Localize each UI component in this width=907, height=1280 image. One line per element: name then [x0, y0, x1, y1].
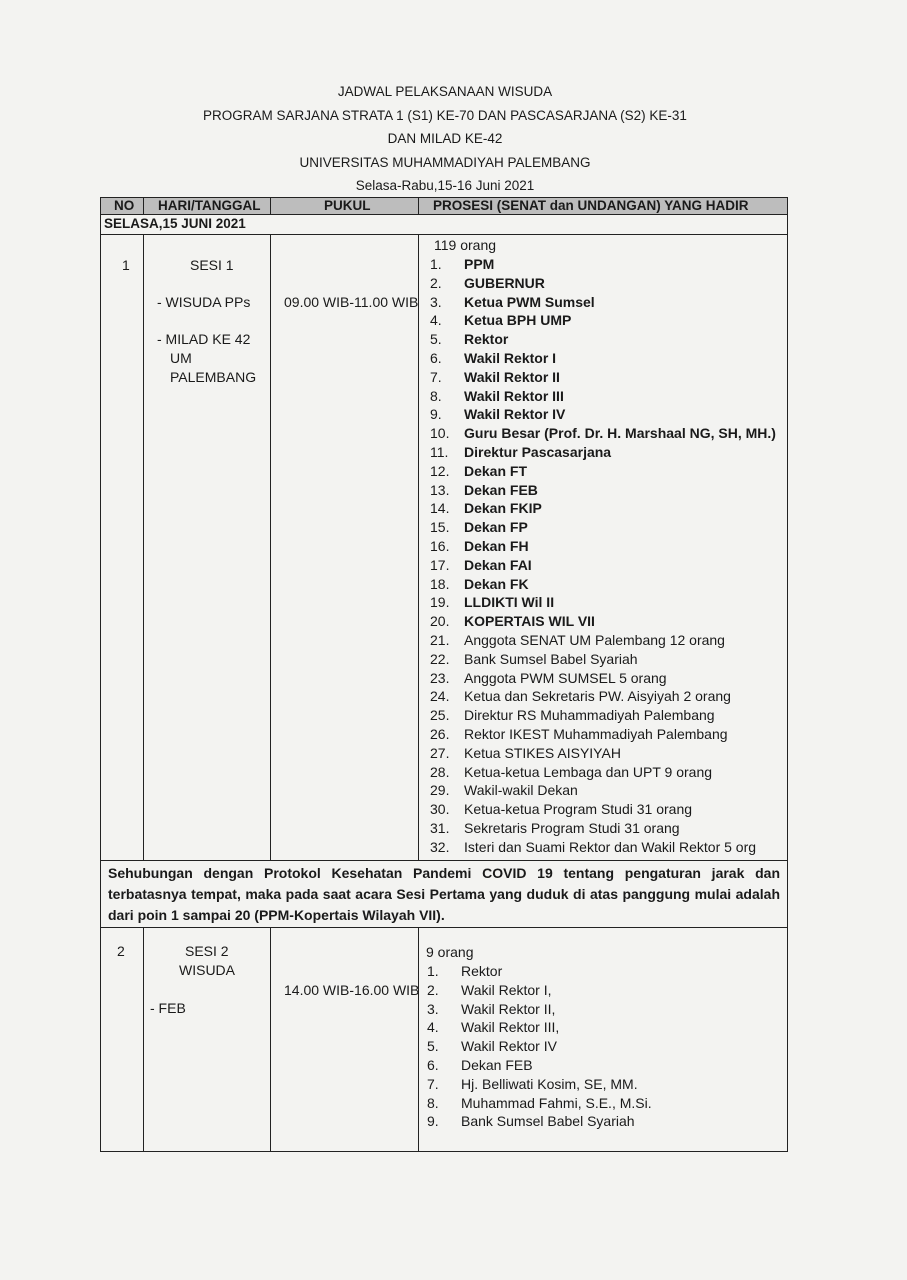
attendee-name: Rektor	[464, 331, 509, 348]
day-label: SELASA,15 JUNI 2021	[104, 216, 246, 231]
attendee-number: 28.	[430, 763, 450, 780]
attendee-number: 3.	[427, 1000, 439, 1017]
table-border	[100, 197, 101, 1152]
attendee-name: Direktur RS Muhammadiyah Palembang	[464, 707, 715, 724]
column-header-no: NO	[114, 198, 135, 213]
column-header-time: PUKUL	[324, 198, 371, 213]
table-border	[100, 197, 788, 198]
session-2-count: 9 orang	[426, 944, 474, 960]
attendee-name: PPM	[464, 256, 495, 272]
attendee-number: 1.	[427, 963, 439, 979]
attendee-number: 17.	[430, 556, 450, 573]
header-title: JADWAL PELAKSANAAN WISUDA	[337, 84, 553, 99]
table-border	[270, 197, 271, 214]
session-2-subtitle: WISUDA	[179, 962, 235, 978]
attendee-name: Direktur Pascasarjana	[464, 444, 612, 460]
attendee-number: 9.	[427, 1113, 439, 1130]
attendee-number: 31.	[430, 820, 450, 836]
attendee-number: 23.	[430, 669, 450, 686]
attendee-name: Muhammad Fahmi, S.E., M.Si.	[461, 1094, 652, 1111]
attendee-number: 10.	[430, 425, 450, 442]
session-1-count: 119 orang	[434, 237, 497, 253]
attendee-number: 12.	[430, 462, 450, 479]
header-milad: DAN MILAD KE-42	[387, 131, 503, 146]
attendee-name: Dekan FEB	[464, 481, 538, 498]
attendee-name: Wakil Rektor III	[464, 387, 564, 404]
attendee-number: 2.	[430, 274, 442, 291]
table-border	[418, 197, 419, 214]
attendee-number: 7.	[430, 368, 442, 385]
attendee-number: 6.	[430, 350, 442, 366]
attendee-name: Anggota PWM SUMSEL 5 orang	[464, 669, 667, 686]
attendee-name: Guru Besar (Prof. Dr. H. Marshaal NG, SH, MH.)	[464, 425, 776, 442]
attendee-name: KOPERTAIS WIL VII	[464, 613, 595, 630]
attendee-name: Wakil Rektor IV	[461, 1038, 557, 1055]
attendee-name: LLDIKTI Wil II	[464, 594, 555, 611]
table-border	[100, 927, 788, 928]
table-border	[418, 927, 419, 1151]
covid-protocol-note: Sehubungan dengan Protokol Kesehatan Pandemi COVID 19 tentang pengaturan jarak dan terbatasnya tempat, maka pada saat acara Sesi Pertama yang duduk di atas panggung mulai adalah dari poin 1 sampai 20 (PPM-Kopertais Wilayah VII).	[108, 865, 780, 923]
attendee-name: Rektor IKEST Muhammadiyah Palembang	[464, 726, 728, 742]
attendee-name: Ketua PWM Sumsel	[464, 293, 595, 310]
session-1-number: 1	[122, 257, 130, 273]
session-1-time: 09.00 WIB-11.00 WIB	[284, 294, 419, 310]
attendee-name: Dekan FEB	[461, 1057, 533, 1073]
attendee-number: 30.	[430, 801, 450, 818]
session-2-item: - FEB	[150, 1000, 186, 1016]
attendee-number: 15.	[430, 519, 450, 536]
session-1-item: - WISUDA PPs	[157, 294, 251, 310]
attendee-number: 4.	[427, 1019, 439, 1036]
attendee-name: Bank Sumsel Babel Syariah	[464, 650, 638, 667]
table-border	[100, 214, 788, 215]
attendee-number: 19.	[430, 594, 450, 611]
attendee-number: 32.	[430, 838, 450, 855]
attendee-name: Dekan FK	[464, 575, 529, 592]
attendee-name: Wakil-wakil Dekan	[464, 782, 578, 799]
header-university: UNIVERSITAS MUHAMMADIYAH PALEMBANG	[299, 154, 591, 170]
attendee-number: 24.	[430, 688, 450, 705]
attendee-number: 8.	[427, 1094, 439, 1111]
session-1-item: UM	[170, 350, 192, 366]
attendee-number: 5.	[430, 331, 442, 348]
attendee-number: 4.	[430, 312, 442, 329]
table-border	[100, 234, 788, 235]
attendee-name: Dekan FP	[464, 519, 528, 536]
session-1-item: - MILAD KE 42	[157, 331, 251, 347]
attendee-name: Dekan FT	[464, 462, 528, 479]
attendee-number: 13.	[430, 481, 450, 498]
attendee-number: 16.	[430, 538, 450, 554]
session-1-title: SESI 1	[190, 257, 234, 273]
attendee-name: Ketua-ketua Lembaga dan UPT 9 orang	[464, 763, 713, 780]
attendee-name: Ketua STIKES AISYIYAH	[464, 744, 621, 761]
attendee-number: 20.	[430, 613, 450, 630]
attendee-name: Wakil Rektor II	[464, 368, 560, 385]
table-border	[143, 927, 144, 1151]
attendee-number: 26.	[430, 726, 450, 742]
attendee-name: Wakil Rektor IV	[464, 406, 566, 423]
attendee-number: 11.	[430, 444, 449, 460]
attendee-number: 27.	[430, 744, 450, 761]
document-header	[100, 80, 790, 198]
attendee-name: Bank Sumsel Babel Syariah	[461, 1113, 635, 1130]
attendee-name: Dekan FAI	[464, 556, 532, 573]
table-border	[270, 927, 271, 1151]
attendee-name: Sekretaris Program Studi 31 orang	[464, 820, 680, 836]
session-2-title: SESI 2	[185, 943, 229, 959]
session-1-item: PALEMBANG	[170, 369, 257, 385]
schedule-table	[100, 197, 788, 1152]
attendee-name: Dekan FH	[464, 538, 529, 554]
table-border	[100, 1151, 788, 1152]
attendee-number: 21.	[430, 632, 450, 648]
attendee-number: 7.	[427, 1075, 439, 1092]
attendee-number: 2.	[427, 981, 439, 998]
session-2-time: 14.00 WIB-16.00 WIB	[284, 982, 420, 998]
attendee-name: Dekan FKIP	[464, 500, 542, 517]
session-2-number: 2	[117, 943, 125, 959]
header-date: Selasa-Rabu,15-16 Juni 2021	[355, 178, 535, 193]
attendee-name: Ketua-ketua Program Studi 31 orang	[464, 801, 693, 818]
attendee-name: Rektor	[461, 963, 503, 979]
attendee-name: Wakil Rektor III,	[461, 1019, 560, 1036]
table-border	[787, 197, 788, 1152]
attendee-name: Ketua dan Sekretaris PW. Aisyiyah 2 orang	[464, 688, 731, 705]
attendee-name: Wakil Rektor II,	[461, 1000, 556, 1017]
attendee-number: 18.	[430, 575, 450, 592]
table-border	[143, 234, 144, 860]
column-header-attendees: PROSESI (SENAT dan UNDANGAN) YANG HADIR	[433, 198, 749, 213]
attendee-name: Ketua BPH UMP	[464, 312, 572, 329]
attendee-number: 9.	[430, 406, 442, 423]
attendee-number: 25.	[430, 707, 450, 724]
attendee-name: Isteri dan Suami Rektor dan Wakil Rektor 5 org	[464, 838, 757, 855]
table-border	[418, 234, 419, 860]
attendee-number: 6.	[427, 1057, 439, 1073]
attendee-name: GUBERNUR	[464, 274, 545, 291]
column-header-date: HARI/TANGGAL	[158, 198, 261, 213]
table-border	[143, 197, 144, 214]
attendee-number: 22.	[430, 650, 450, 667]
attendee-name: Wakil Rektor I,	[461, 981, 552, 998]
attendee-number: 3.	[430, 293, 442, 310]
attendee-number: 5.	[427, 1038, 439, 1055]
attendee-number: 8.	[430, 387, 442, 404]
attendee-number: 14.	[430, 500, 450, 517]
header-program: PROGRAM SARJANA STRATA 1 (S1) KE-70 DAN PASCASARJANA (S2) KE-31	[203, 107, 687, 123]
attendee-name: Anggota SENAT UM Palembang 12 orang	[464, 632, 725, 648]
attendee-name: Wakil Rektor I	[464, 350, 557, 366]
attendee-number: 1.	[430, 256, 442, 272]
attendee-number: 29.	[430, 782, 450, 799]
attendee-name: Hj. Belliwati Kosim, SE, MM.	[461, 1075, 638, 1092]
table-border	[270, 234, 271, 860]
table-border	[100, 860, 788, 861]
